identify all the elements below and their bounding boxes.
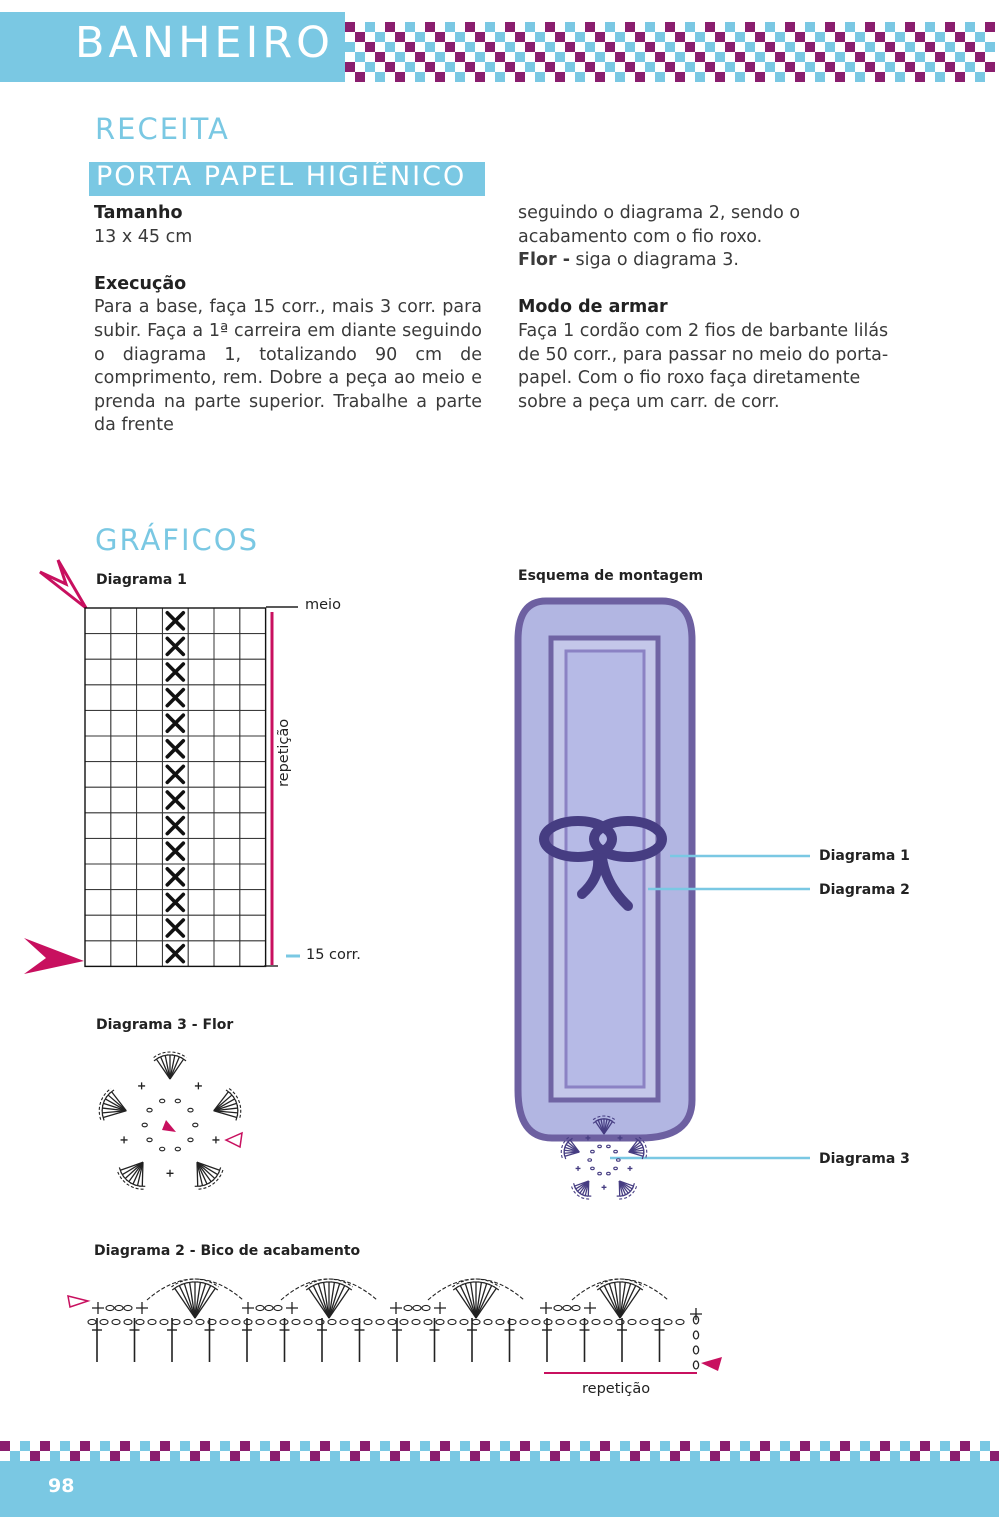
stitch-x-icon bbox=[167, 894, 183, 910]
execution-heading: Execução bbox=[94, 273, 187, 294]
stitch-x-icon bbox=[167, 843, 183, 859]
stitch-x-icon bbox=[167, 869, 183, 885]
page-number: 98 bbox=[48, 1475, 75, 1497]
stitch-x-icon bbox=[167, 715, 183, 731]
diagram2-title: Diagrama 2 - Bico de acabamento bbox=[94, 1243, 361, 1259]
diagram1-corr: 15 corr. bbox=[306, 947, 361, 963]
cord-knot-icon bbox=[544, 821, 662, 906]
footer-band bbox=[0, 1461, 999, 1517]
stitch-x-icon bbox=[167, 766, 183, 782]
scheme-label-diagram1: Diagrama 1 bbox=[819, 848, 910, 864]
flower-label: Flor - bbox=[518, 250, 570, 271]
diagram3-title: Diagrama 3 - Flor bbox=[96, 1017, 234, 1033]
header-checker-pattern bbox=[345, 22, 999, 82]
diagram1-title: Diagrama 1 bbox=[96, 572, 187, 588]
scheme-title: Esquema de montagem bbox=[518, 568, 704, 584]
execution-continued: seguindo o diagrama 2, sendo o acabamento com o fio roxo. bbox=[518, 203, 801, 247]
stitch-x-marks bbox=[167, 613, 183, 962]
stitch-x-icon bbox=[167, 741, 183, 757]
scheme-label-diagram3: Diagrama 3 bbox=[819, 1151, 910, 1167]
diagram2-repeticao: repetição bbox=[582, 1381, 651, 1397]
graphics-heading: GRÁFICOS bbox=[95, 523, 260, 557]
stitch-x-icon bbox=[167, 818, 183, 834]
size-value: 13 x 45 cm bbox=[94, 226, 193, 247]
grid-cells bbox=[85, 608, 266, 966]
footer-checker-pattern bbox=[0, 1441, 999, 1461]
recipe-title: PORTA PAPEL HIGIÊNICO bbox=[96, 161, 467, 192]
bottom-pointer-arrow-icon bbox=[24, 938, 84, 974]
stitch-x-icon bbox=[167, 946, 183, 962]
stitch-x-icon bbox=[167, 792, 183, 808]
assembly-text: Faça 1 cordão com 2 fios de barbante lilás de 50 corr., para passar no meio do porta-papel. Com o fio roxo faça diretamente sobre a peça um carr. de corr. bbox=[518, 320, 889, 412]
diagram1-meio: meio bbox=[305, 597, 341, 613]
size-heading: Tamanho bbox=[94, 203, 183, 223]
scheme-flower-icon bbox=[561, 1116, 646, 1199]
scheme-label-diagram2: Diagrama 2 bbox=[819, 882, 910, 898]
stitch-x-icon bbox=[167, 690, 183, 706]
recipe-label: RECEITA bbox=[95, 112, 230, 146]
flower-instruction bbox=[518, 249, 910, 273]
text-column-left bbox=[94, 202, 482, 438]
diagram1-repeticao: repetição bbox=[276, 718, 292, 787]
text-column-right bbox=[518, 202, 910, 414]
execution-text: Para a base, faça 15 corr., mais 3 corr. para subir. Faça a 1ª carreira em diante seguindo o diagrama 1, totalizando 90 cm de comprimento, rem. Dobre a peça ao meio e prenda na parte superior. Trabalhe a parte da frente bbox=[94, 297, 482, 436]
chapter-title: BANHEIRO bbox=[75, 18, 334, 68]
stitch-x-icon bbox=[167, 613, 183, 629]
assembly-heading: Modo de armar bbox=[518, 297, 668, 318]
stitch-x-icon bbox=[167, 664, 183, 680]
top-pointer-arrow-icon bbox=[40, 560, 86, 608]
flower-text: siga o diagrama 3. bbox=[569, 250, 739, 271]
stitch-x-icon bbox=[167, 638, 183, 654]
stitch-x-icon bbox=[167, 920, 183, 936]
